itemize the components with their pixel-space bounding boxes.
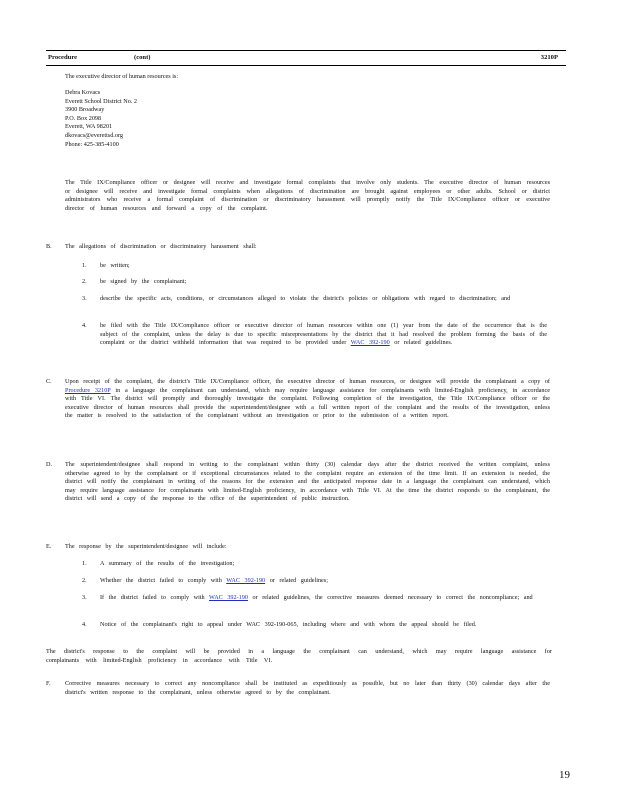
section-e-item-number: 2. bbox=[82, 577, 87, 584]
contact-city: Everett, WA 98201 bbox=[65, 123, 113, 131]
section-b-item-text: be written; bbox=[100, 262, 130, 269]
item-text-pre: Whether the district failed to comply with bbox=[100, 577, 222, 584]
section-b-lead: The allegations of discrimination or discriminatory harassment shall: bbox=[65, 243, 257, 250]
section-c-text bbox=[65, 378, 550, 421]
item-text-post: or related guidelines; bbox=[269, 577, 328, 584]
section-c-post: in a language the complainant can understand, which may require language assistance for complainants with limited-English proficiency, in accordance with Title VI. The district will promptly and thoroughly investigate the complaint. Following completion of the investigation, the Title IX/Compliance officer or the executive director of human resources shall provide the superintendent/designee with a full written report of the complaint and the results of the investigation, unless the matter is resolved to the satisfaction of the complainant without an investigation or prior to the submission of a written report. bbox=[65, 386, 551, 420]
intro-line: The executive director of human resources is: bbox=[65, 73, 179, 80]
section-b-item-number: 1. bbox=[82, 262, 87, 269]
contact-pobox: P.O. Box 2098 bbox=[65, 114, 102, 122]
contact-email: dkovacs@everettsd.org bbox=[65, 131, 123, 139]
section-f-text: Corrective measures necessary to correct any noncompliance shall be instituted as expeditiously as possible, but no later than thirty (30) calendar days after the district's written response to the complainant, unless otherwise agreed to by the complainant. bbox=[65, 680, 550, 696]
section-e-item-number: 4. bbox=[82, 621, 87, 628]
section-b-item-number: 2. bbox=[82, 278, 87, 285]
section-b-letter: B. bbox=[46, 243, 52, 250]
item-text-post: or related guidelines, the corrective measures deemed necessary to correct the noncompliance; and bbox=[252, 594, 533, 601]
section-b-item-text: be signed by the complainant; bbox=[100, 278, 187, 285]
section-e-item-number: 3. bbox=[82, 594, 87, 601]
wac-link[interactable]: WAC 392-190 bbox=[350, 339, 390, 347]
procedure-link[interactable]: Procedure 3210P bbox=[65, 386, 111, 394]
wac-link[interactable]: WAC 392-190 bbox=[209, 594, 248, 601]
section-e-item-number: 1. bbox=[82, 560, 87, 567]
section-e-item-text: Notice of the complainant's right to appeal under WAC 392-190-065, including where and with whom the appeal should be filed. bbox=[100, 621, 477, 628]
compliance-paragraph: The Title IX/Compliance officer or designee will receive and investigate formal complaints that involve only students. The executive director of human resources or designee will receive and investigate formal complaints when allegations of discrimination are brought against employees or other adults. School or district administrators who receive a formal complaint of discrimination or discriminatory harassment will promptly notify the Title IX/Compliance officer or executive director of human resources and forward a copy of the complaint. bbox=[65, 179, 550, 212]
policy-number: 3210P bbox=[540, 54, 558, 61]
contact-street: 3900 Broadway bbox=[65, 106, 105, 114]
section-c-pre: Upon receipt of the complaint, the district's Title IX/Compliance officer, the executive director of human resources, or designee will provide the complainant a copy of bbox=[65, 378, 550, 385]
item-text-pre: be filed with the Title IX/Compliance officer or executive director of human resources within one (1) year from the date of the occurrence that is the subject of the complaint, unless the delay is due to specific misrepresentations by the district that it had resolved the problem forming the basis of the complaint or the district withheld information that was required to be provided under bbox=[100, 322, 547, 347]
section-e-closing: The district's response to the complaint will be provided in a language the complainant can understand, which may require language assistance for complainants with limited-English proficiency in accordance with Title VI. bbox=[46, 648, 552, 664]
section-b-item-text: describe the specific acts, conditions, or circumstances alleged to violate the district's policies or obligations with regard to discrimination; and bbox=[100, 295, 511, 302]
section-e-item-text bbox=[100, 577, 547, 586]
section-c-letter: C. bbox=[46, 378, 52, 385]
item-text-post: or related guidelines. bbox=[394, 339, 453, 347]
contact-phone: Phone: 425-385-4100 bbox=[65, 140, 119, 148]
header-continued: (cont) bbox=[134, 54, 151, 61]
contact-org: Everett School District No. 2 bbox=[65, 97, 138, 105]
section-b-item-text bbox=[100, 322, 547, 348]
item-text-pre: If the district failed to comply with bbox=[100, 594, 205, 601]
contact-address bbox=[65, 89, 550, 149]
section-e-letter: E. bbox=[46, 543, 52, 550]
section-b-item-number: 4. bbox=[82, 322, 87, 329]
section-e-item-text bbox=[100, 594, 547, 603]
section-b-item-number: 3. bbox=[82, 295, 87, 302]
section-e-lead: The response by the superintendent/designee will include: bbox=[65, 543, 227, 550]
section-e-item-text: A summary of the results of the investigation; bbox=[100, 560, 235, 567]
section-f-letter: F. bbox=[46, 680, 51, 687]
section-d-letter: D. bbox=[46, 461, 53, 468]
section-d-text: The superintendent/designee shall respond in writing to the complainant within thirty (30) calendar days after the district received the written complaint, unless otherwise agreed to by the complainant or if exceptional circumstances related to the complaint require an extension of the time limit. If an extension is needed, the district will notify the complainant in writing of the reasons for the extension and the anticipated response date in a language the complainant can understand, which may require language assistance for complainants with limited-English proficiency, in accordance with Title VI. At the time the district responds to the complainant, the district will send a copy of the response to the office of the superintendent of public instruction. bbox=[65, 461, 551, 503]
contact-name: Debra Kovacs bbox=[65, 89, 101, 96]
page-number: 19 bbox=[559, 769, 570, 781]
wac-link[interactable]: WAC 392-190 bbox=[226, 577, 266, 584]
procedure-header bbox=[46, 50, 566, 66]
header-label: Procedure bbox=[48, 54, 78, 61]
